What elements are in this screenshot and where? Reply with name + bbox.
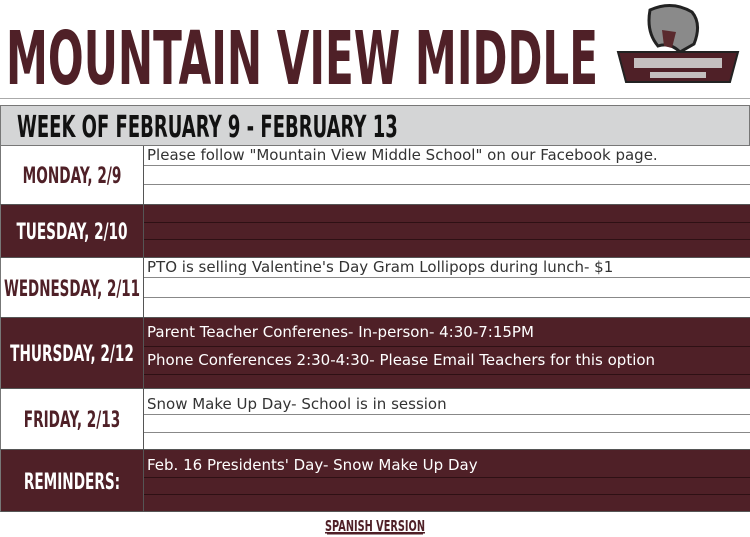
day-row-friday — [0, 389, 750, 450]
divider — [0, 98, 750, 99]
svg-text:THURSDAY, 2/12: THURSDAY, 2/12 — [10, 342, 134, 367]
day-label — [1, 389, 144, 449]
svg-text:SPANISH VERSION: SPANISH VERSION — [325, 516, 425, 535]
note-line — [144, 298, 750, 317]
note-line — [144, 278, 750, 298]
note-line — [144, 433, 750, 449]
note-line — [144, 166, 750, 186]
page-title-text: MOUNTAIN VIEW MIDDLE — [6, 16, 598, 102]
spanish-version-footer — [0, 512, 750, 537]
day-label — [1, 205, 144, 257]
week-header — [0, 105, 750, 146]
day-row-tuesday — [0, 205, 750, 258]
note-line: Phone Conferences 2:30-4:30- Please Email Teachers for this option — [144, 347, 750, 374]
svg-text:REMINDERS:: REMINDERS: — [23, 469, 121, 495]
note-line — [144, 223, 750, 241]
note-line — [144, 185, 750, 204]
note-line — [144, 415, 750, 432]
page-title — [6, 4, 602, 102]
day-row-wednesday — [0, 258, 750, 318]
day-label — [1, 318, 144, 388]
note-line — [144, 478, 750, 495]
spanish-version-link[interactable] — [315, 514, 435, 536]
note-line — [144, 240, 750, 257]
day-row-thursday — [0, 318, 750, 389]
note-line: Snow Make Up Day- School is in session — [144, 389, 750, 415]
day-label — [1, 258, 144, 317]
note-line: Feb. 16 Presidents' Day- Snow Make Up Day — [144, 450, 750, 478]
note-line — [144, 375, 750, 388]
day-label — [1, 146, 144, 204]
svg-text:TUESDAY, 2/10: TUESDAY, 2/10 — [16, 220, 128, 245]
svg-text:WEDNESDAY, 2/11: WEDNESDAY, 2/11 — [4, 276, 140, 302]
day-row-monday — [0, 146, 750, 205]
reminders-row — [0, 450, 750, 512]
note-line — [144, 205, 750, 223]
note-line — [144, 495, 750, 511]
day-label — [1, 450, 144, 511]
svg-text:FRIDAY, 2/13: FRIDAY, 2/13 — [23, 408, 121, 433]
week-label: WEEK OF FEBRUARY 9 - FEBRUARY 13 — [17, 110, 398, 145]
note-line: Please follow "Mountain View Middle School" on our Facebook page. — [144, 146, 750, 166]
note-line: PTO is selling Valentine's Day Gram Lollipops during lunch- $1 — [144, 258, 750, 278]
svg-text:MONDAY, 2/9: MONDAY, 2/9 — [22, 164, 122, 189]
benton-panthers-logo — [610, 2, 746, 88]
note-line: Parent Teacher Conferenes- In-person- 4:30-7:15PM — [144, 318, 750, 347]
